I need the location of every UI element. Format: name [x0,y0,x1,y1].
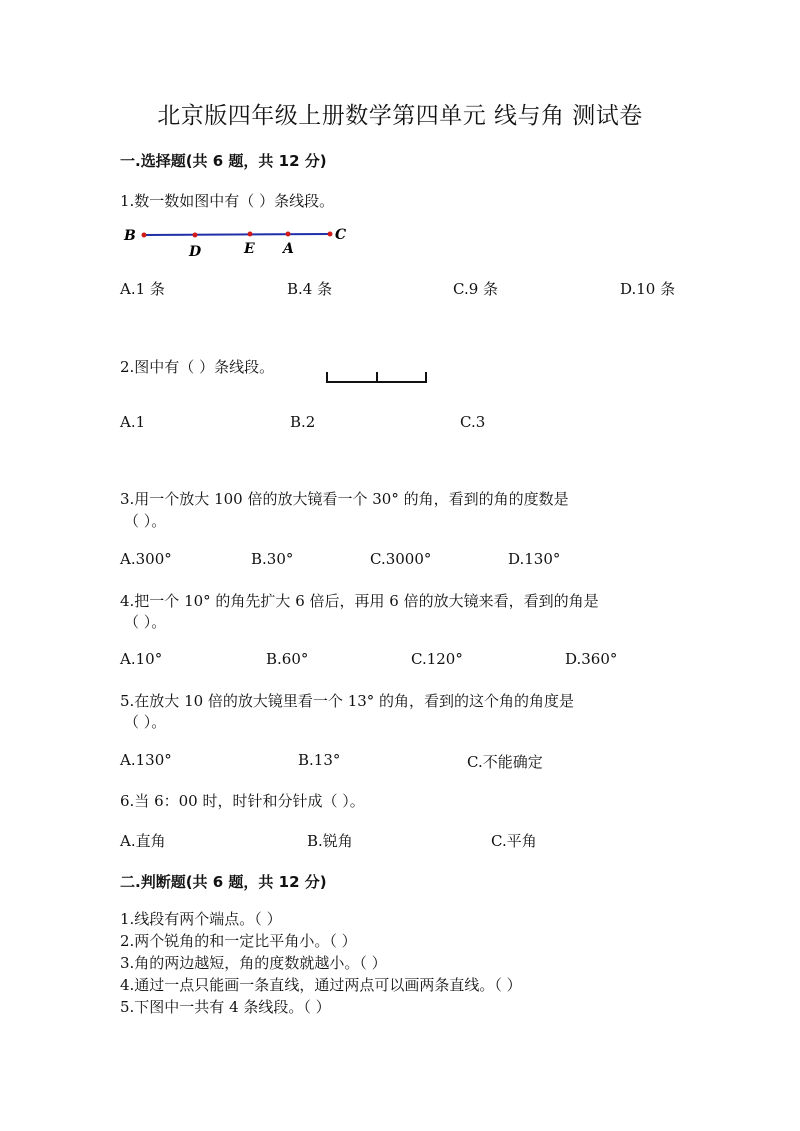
label-e: E [244,241,255,257]
page-title: 北京版四年级上册数学第四单元 线与角 测试卷 [157,103,643,129]
point-a [286,232,291,237]
question-4-blank: （ ）。 [124,613,167,631]
q6-option-b: B.锐角 [307,832,353,850]
q5-option-b: B.13° [298,751,341,769]
q6-option-a: A.直角 [120,832,166,850]
q1-option-b: B.4 条 [287,280,333,298]
q4-option-d: D.360° [565,650,618,668]
question-5-text: 5.在放大 10 倍的放大镜里看一个 13° 的角，看到的这个角的角度是 [120,692,575,710]
judgement-item-5: 5.下图中一共有 4 条线段。（ ） [120,998,331,1016]
judgement-item-2: 2.两个锐角的和一定比平角小。（ ） [120,932,357,950]
segment-bc [144,234,330,235]
judgement-item-4: 4.通过一点只能画一条直线，通过两点可以画两条直线。（ ） [120,976,522,994]
point-b [142,233,147,238]
point-e [248,232,253,237]
point-d [193,233,198,238]
label-b: B [124,228,136,244]
q4-option-c: C.120° [411,650,463,668]
question-5-blank: （ ）。 [124,713,167,731]
q3-option-a: A.300° [120,550,172,568]
point-c [328,232,333,237]
q2-option-a: A.1 [120,413,146,431]
section-heading-choice: 一.选择题(共 6 题，共 12 分) [120,152,327,170]
q4-option-b: B.60° [266,650,309,668]
q5-option-c: C.不能确定 [467,753,543,771]
question-2-text: 2.图中有（ ）条线段。 [120,358,275,376]
question-4-text: 4.把一个 10° 的角先扩大 6 倍后，再用 6 倍的放大镜来看，看到的角是 [120,592,599,610]
q4-option-a: A.10° [120,650,163,668]
judgement-item-3: 3.角的两边越短，角的度数就越小。（ ） [120,954,387,972]
question-6-text: 6.当 6：00 时，时针和分针成（ ）。 [120,792,365,810]
q3-option-d: D.130° [508,550,561,568]
label-a: A [283,241,294,257]
judgement-item-1: 1.线段有两个端点。（ ） [120,910,282,928]
label-c: C [335,227,347,243]
q3-option-c: C.3000° [370,550,432,568]
question-1-figure [118,222,358,260]
q2-option-c: C.3 [460,413,486,431]
q5-option-a: A.130° [120,751,172,769]
question-1-text: 1.数一数如图中有（ ）条线段。 [120,192,335,210]
q1-option-d: D.10 条 [620,280,676,298]
q3-option-b: B.30° [251,550,294,568]
q6-option-c: C.平角 [491,832,537,850]
label-d: D [189,244,202,260]
question-3-text: 3.用一个放大 100 倍的放大镜看一个 30° 的角，看到的角的度数是 [120,490,569,508]
section-heading-judgement: 二.判断题(共 6 题，共 12 分) [120,873,327,891]
question-2-figure [322,366,432,388]
q1-option-c: C.9 条 [453,280,499,298]
q2-option-b: B.2 [290,413,316,431]
q1-option-a: A.1 条 [120,280,165,298]
question-3-blank: （ ）。 [124,512,167,530]
